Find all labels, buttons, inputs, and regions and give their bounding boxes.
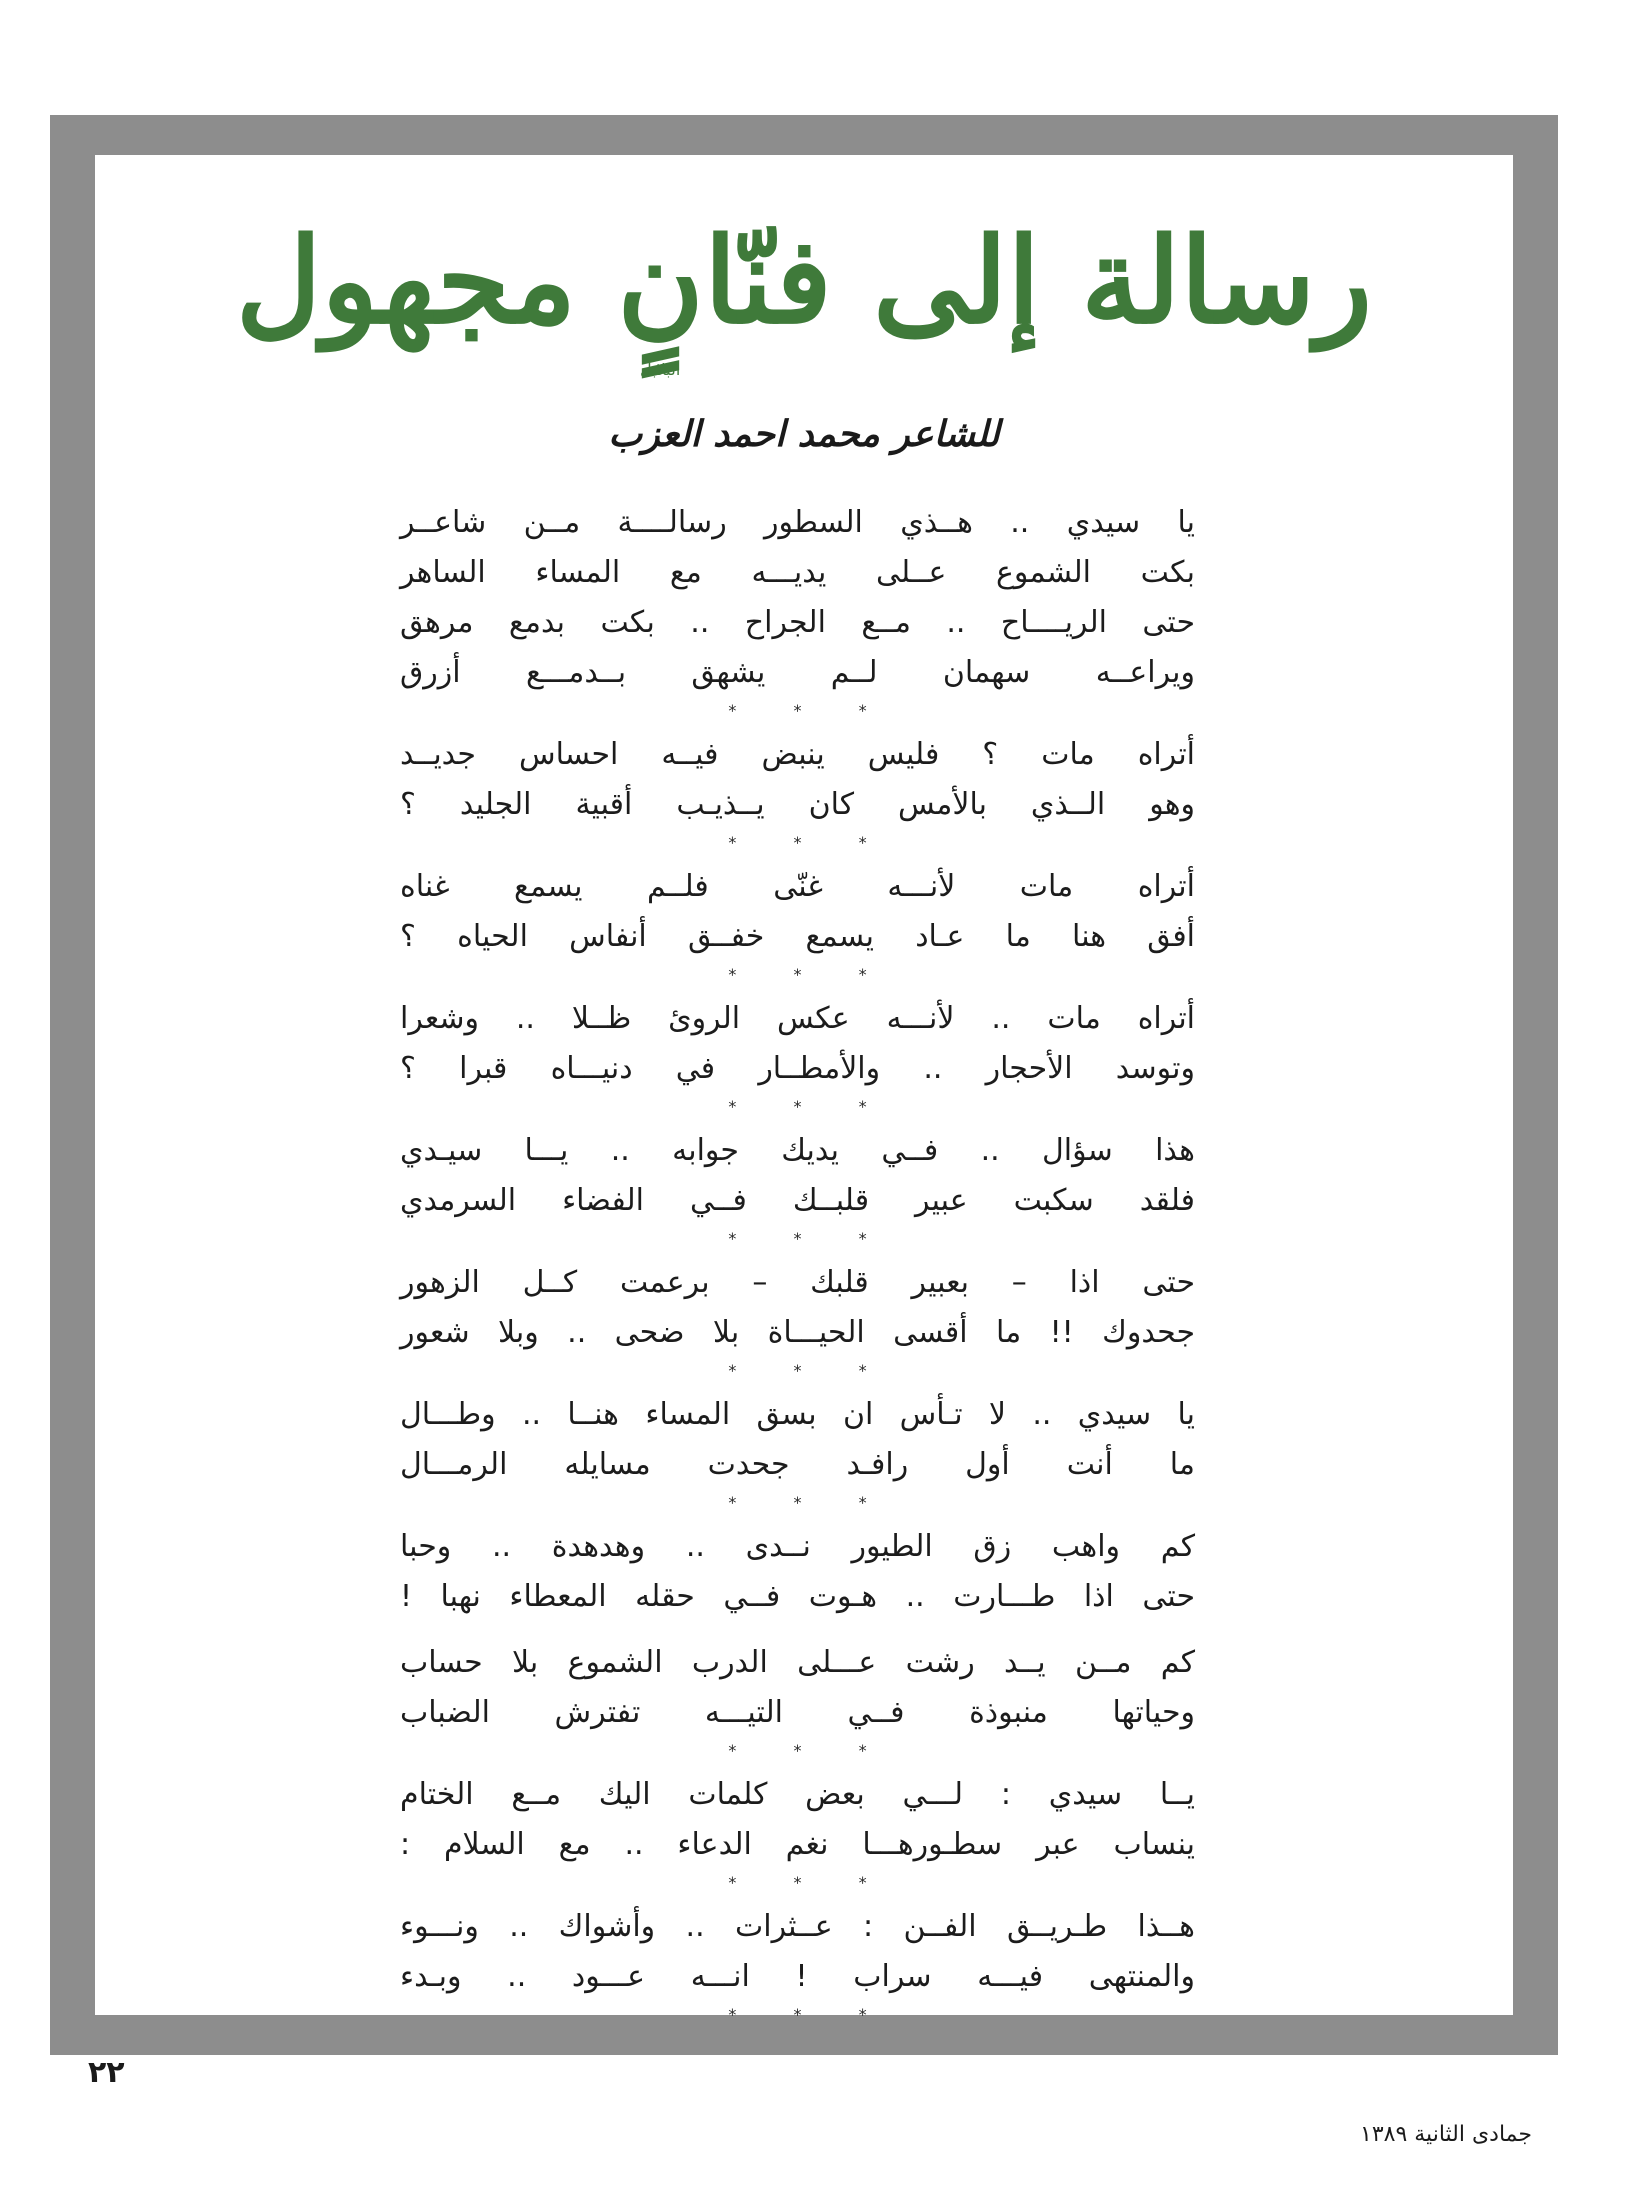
article-panel (95, 155, 1513, 2024)
poem-line: والمنتهى فيـــه سراب ! انـــه عـــود .. وبـدء (400, 1959, 1195, 1994)
issue-date: جمادى الثانية ١٣٨٩ (1360, 2122, 1533, 2147)
stanza-separator: * * * (728, 1873, 893, 1892)
poem-stanza (400, 1770, 1195, 1870)
poem-line: ما أنت أول رافـد جحدت مسايله الرمـــال (400, 1447, 1195, 1482)
poem-line: أتراه مات .. لأنـــه عكس الروئ ظــلا .. وشعرا (400, 1001, 1195, 1036)
poem-stanza (400, 730, 1195, 830)
poem-stanza (400, 1638, 1195, 1738)
poem-line: فلقد سكبت عبير قلبــك فــي الفضاء السرمدي (400, 1183, 1195, 1218)
stanza-separator: * * * (728, 1741, 893, 1760)
poem-stanza (400, 862, 1195, 962)
poem-line: وتوسد الأحجار .. والأمطــار في دنيـــاه قبرا ؟ (400, 1051, 1195, 1086)
page-border-frame (50, 115, 1558, 2055)
poem-stanza (400, 994, 1195, 1094)
poem-line: بكت الشموع عــلى يديـــه مع المساء الساهر (400, 555, 1195, 590)
stanza-separator: * * * (728, 1097, 893, 1116)
stanza-separator: * * * (728, 2005, 893, 2024)
poem-stanza (400, 1390, 1195, 1490)
poem-line: أتراه مات ؟ فليس ينبض فيــه احساس جديــد (400, 737, 1195, 772)
poem-stanza (400, 1522, 1195, 1622)
page-number: ٢٢ (88, 2055, 125, 2090)
stanza-separator: * * * (728, 833, 893, 852)
poem-line: يا سيدي .. هــذي السطور رسالــــة مــن شاعــر (400, 505, 1195, 540)
stanza-separator: * * * (728, 1229, 893, 1248)
stanza-separator: * * * (728, 701, 893, 720)
poem-line: كم مــن يــد رشت عـــلى الدرب الشموع بلا حساب (400, 1645, 1195, 1680)
poem-body (400, 498, 1195, 2034)
poem-line: أتراه مات لأنـــه غنّى فلــم يسمع غناه (400, 869, 1195, 904)
poem-stanza (400, 1258, 1195, 1358)
poem-line: جحدوك !! ما أقسى الحيـــاة بلا ضحى .. وبلا شعور (400, 1315, 1195, 1350)
title-small-mark: البلابل (640, 360, 681, 379)
poem-line: يــا سيدي : لـــي بعض كلمات اليك مــع الختام (400, 1777, 1195, 1812)
poem-line: حتى اذا طـــارت .. هـوت فــي حقله المعطاء نهبا ! (400, 1579, 1195, 1614)
poem-line: حتى اذا – بعبير قلبك – برعمت كــل الزهور (400, 1265, 1195, 1300)
poem-stanza (400, 1902, 1195, 2002)
stanza-separator: * * * (728, 1361, 893, 1380)
poem-line: وهو الــذي بالأمس كان يــذيـب أقبية الجليد ؟ (400, 787, 1195, 822)
stanza-gap (400, 1622, 1195, 1638)
poem-line: وحياتها منبوذة فــي التيـــه تفترش الضباب (400, 1695, 1195, 1730)
poem-line: أفق هنا ما عـاد يسمع خفــق أنفاس الحياه ؟ (400, 919, 1195, 954)
poem-line: يا سيدي .. لا تـأس ان بسق المساء هنــا .. وطـــال (400, 1397, 1195, 1432)
article-title: رسالة إلى فنّانٍ مجهول (235, 211, 1373, 350)
poem-line: كم واهب زق الطيور نــدى .. وهدهدة .. وحبا (400, 1529, 1195, 1564)
article-author: للشاعر محمد احمد العزب (608, 413, 1000, 455)
poem-stanza (400, 1126, 1195, 1226)
poem-line: حتى الريــــاح .. مــع الجراح .. بكت بدمع مرهق (400, 605, 1195, 640)
poem-line: هذا سؤال .. فــي يديك جوابه .. يـــا سيـدي (400, 1133, 1195, 1168)
poem-line: هــذا طـريــق الفــن : عــثرات .. وأشواك .. ونـــوء (400, 1909, 1195, 1944)
stanza-separator: * * * (728, 965, 893, 984)
poem-line: ينساب عبر سطـورهـــا نغم الدعاء .. مع السلام : (400, 1827, 1195, 1862)
poem-stanza (400, 498, 1195, 698)
stanza-separator: * * * (728, 1493, 893, 1512)
poem-line: ويراعــه سهمان لــم يشهق بــدمـــع أزرق (400, 655, 1195, 690)
